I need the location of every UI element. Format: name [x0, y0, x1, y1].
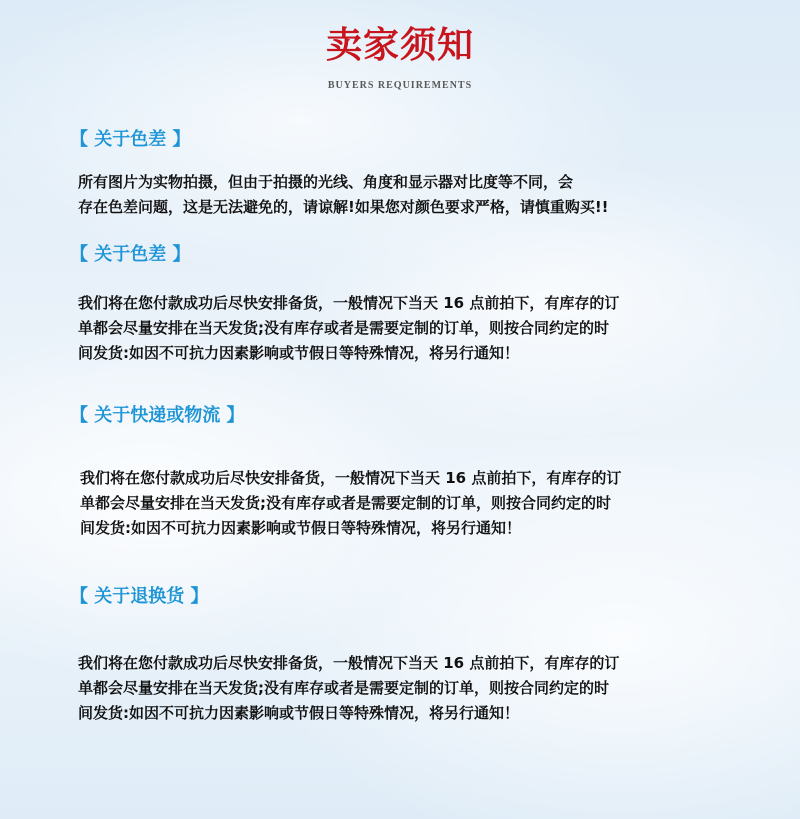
page-subtitle: BUYERS REQUIREMENTS: [327, 80, 473, 91]
section-body-line: 我们将在您付款成功后尽快安排备货，一般情况下当天 16 点前拍下，有库存的订: [78, 294, 620, 312]
section-heading-returns: 【 关于退换货 】: [70, 586, 209, 607]
section-body-line: 间发货:如因不可抗力因素影响或节假日等特殊情况，将另行通知！: [78, 344, 520, 362]
section-body-delivery: [80, 466, 621, 541]
page-title: 卖家须知: [325, 25, 474, 66]
section-heading-color-difference-2: 【 关于色差 】: [70, 244, 191, 265]
section-body-shipping-time: [78, 291, 619, 366]
section-body-line: 存在色差问题，这是无法避免的，请谅解!如果您对颜色要求严格，请慎重购买!!: [78, 198, 609, 216]
section-body-line: 单都会尽量安排在当天发货;没有库存或者是需要定制的订单，则按合同约定的时: [78, 319, 610, 337]
section-heading-color-difference: 【 关于色差 】: [70, 129, 191, 150]
section-body-line: 单都会尽量安排在当天发货;没有库存或者是需要定制的订单，则按合同约定的时: [80, 494, 612, 512]
section-body-returns: [78, 651, 619, 726]
section-body-line: 间发货:如因不可抗力因素影响或节假日等特殊情况，将另行通知！: [80, 519, 522, 537]
section-body-line: 我们将在您付款成功后尽快安排备货，一般情况下当天 16 点前拍下，有库存的订: [78, 654, 620, 672]
section-body-color-difference: [78, 170, 609, 220]
section-body-line: 间发货:如因不可抗力因素影响或节假日等特殊情况，将另行通知！: [78, 704, 520, 722]
section-heading-delivery: 【 关于快递或物流 】: [70, 405, 245, 426]
section-body-line: 单都会尽量安排在当天发货;没有库存或者是需要定制的订单，则按合同约定的时: [78, 679, 610, 697]
section-body-line: 所有图片为实物拍摄，但由于拍摄的光线、角度和显示器对比度等不同，会: [78, 173, 574, 191]
section-body-line: 我们将在您付款成功后尽快安排备货，一般情况下当天 16 点前拍下，有库存的订: [80, 469, 622, 487]
